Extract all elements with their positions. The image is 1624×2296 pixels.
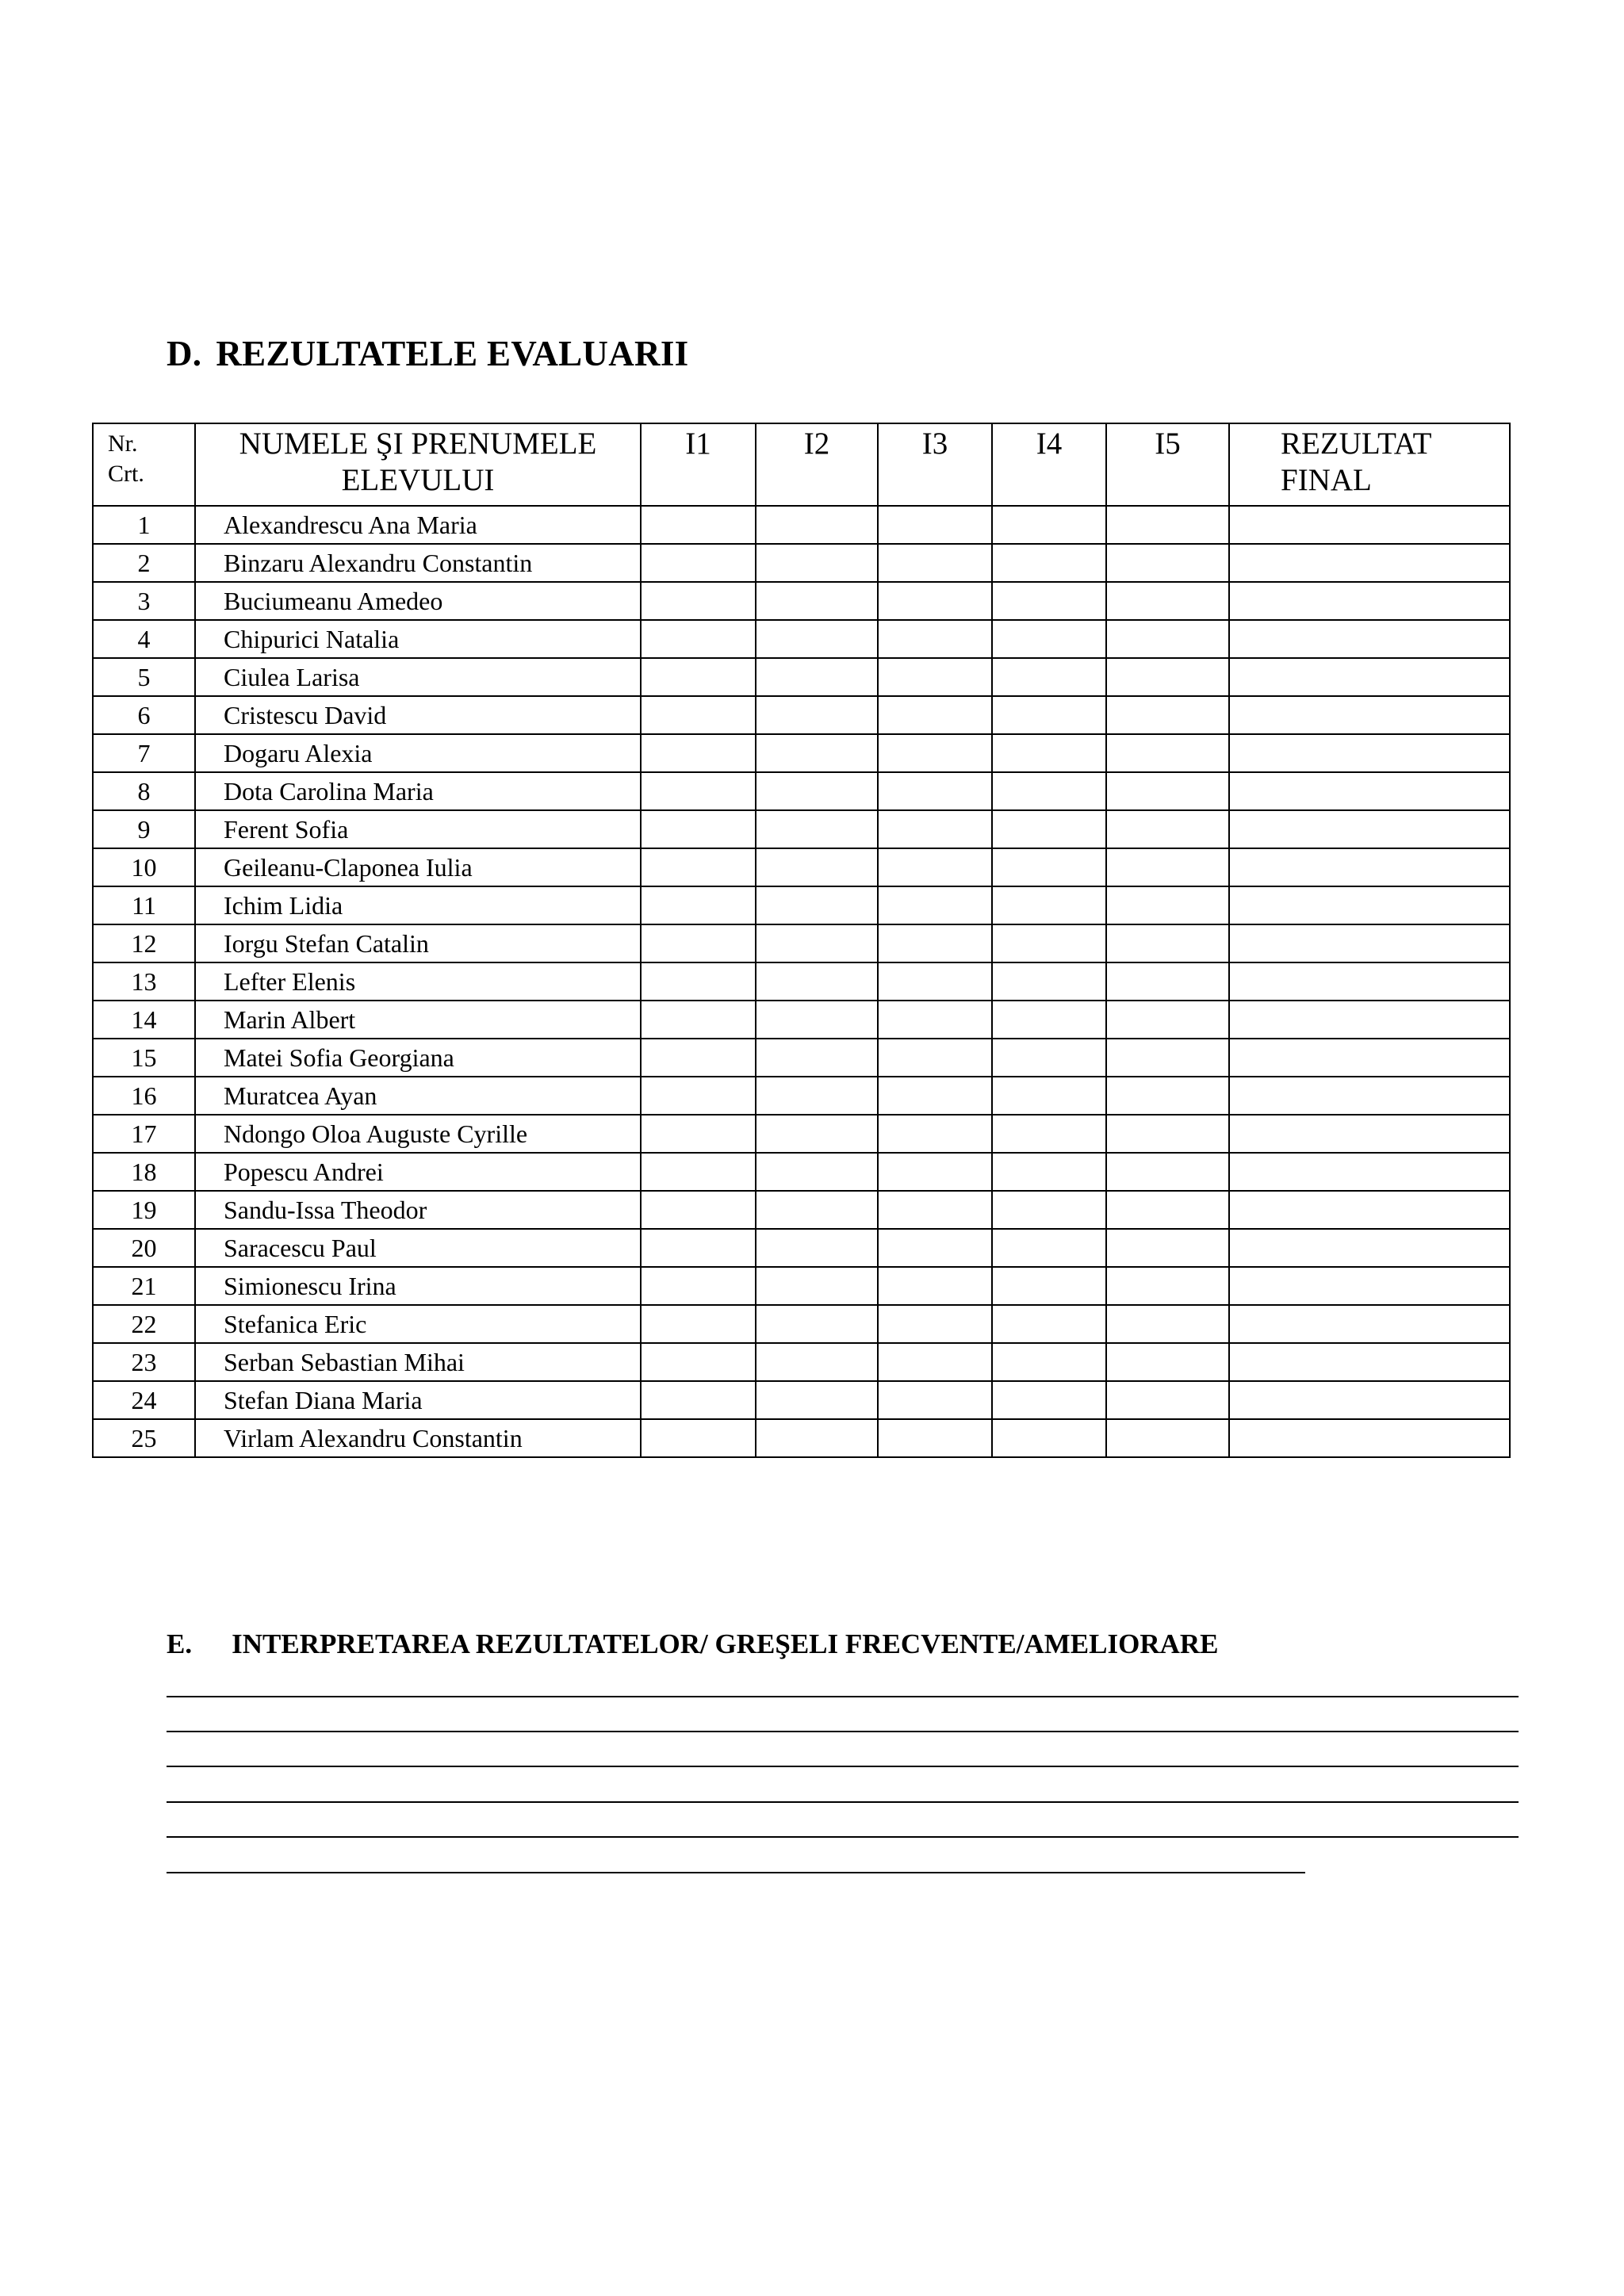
grade-cell-i5[interactable] xyxy=(1106,696,1229,734)
grade-cell-i1[interactable] xyxy=(641,1001,756,1039)
grade-cell-i1[interactable] xyxy=(641,848,756,886)
student-name: Virlam Alexandru Constantin xyxy=(195,1419,641,1457)
answer-line xyxy=(167,1766,1519,1767)
grade-cell-i1[interactable] xyxy=(641,696,756,734)
grade-cell-final[interactable] xyxy=(1229,696,1510,734)
row-number: 1 xyxy=(93,506,195,544)
grade-cell-i3[interactable] xyxy=(878,848,992,886)
row-number: 14 xyxy=(93,1001,195,1039)
grade-cell-final[interactable] xyxy=(1229,962,1510,1001)
section-d-title-text: REZULTATELE EVALUARII xyxy=(216,334,689,373)
row-number: 17 xyxy=(93,1115,195,1153)
student-name: Simionescu Irina xyxy=(195,1267,641,1305)
grade-cell-i1[interactable] xyxy=(641,772,756,810)
grade-cell-i5[interactable] xyxy=(1106,1343,1229,1381)
grade-cell-i2[interactable] xyxy=(756,886,878,924)
grade-cell-i5[interactable] xyxy=(1106,582,1229,620)
grade-cell-i5[interactable] xyxy=(1106,848,1229,886)
grade-cell-final[interactable] xyxy=(1229,620,1510,658)
grade-cell-i2[interactable] xyxy=(756,810,878,848)
grade-cell-final[interactable] xyxy=(1229,1191,1510,1229)
row-number: 5 xyxy=(93,658,195,696)
grade-cell-i1[interactable] xyxy=(641,506,756,544)
grade-cell-i2[interactable] xyxy=(756,1191,878,1229)
grade-cell-i3[interactable] xyxy=(878,886,992,924)
grade-cell-i2[interactable] xyxy=(756,1381,878,1419)
grade-cell-i3[interactable] xyxy=(878,506,992,544)
answer-line xyxy=(167,1731,1519,1732)
row-number: 21 xyxy=(93,1267,195,1305)
grade-cell-final[interactable] xyxy=(1229,1039,1510,1077)
grade-cell-i4[interactable] xyxy=(992,506,1106,544)
table-row xyxy=(93,1305,1510,1343)
section-e-title-text: INTERPRETAREA REZULTATELOR/ GREŞELI FRECVENTE/AMELIORARE xyxy=(232,1628,1219,1659)
grade-cell-final[interactable] xyxy=(1229,772,1510,810)
student-name: Alexandrescu Ana Maria xyxy=(195,506,641,544)
grade-cell-i3[interactable] xyxy=(878,1305,992,1343)
row-number: 9 xyxy=(93,810,195,848)
grade-cell-final[interactable] xyxy=(1229,810,1510,848)
table-body xyxy=(93,506,1510,1457)
student-name: Marin Albert xyxy=(195,1001,641,1039)
grade-cell-i1[interactable] xyxy=(641,810,756,848)
grade-cell-final[interactable] xyxy=(1229,1077,1510,1115)
table-row xyxy=(93,506,1510,544)
student-name: Stefanica Eric xyxy=(195,1305,641,1343)
grade-cell-i1[interactable] xyxy=(641,924,756,962)
answer-line xyxy=(167,1696,1519,1697)
table-row xyxy=(93,1039,1510,1077)
grade-cell-i5[interactable] xyxy=(1106,734,1229,772)
grade-cell-i4[interactable] xyxy=(992,1001,1106,1039)
student-name: Dota Carolina Maria xyxy=(195,772,641,810)
grade-cell-i4[interactable] xyxy=(992,848,1106,886)
row-number: 18 xyxy=(93,1153,195,1191)
grade-cell-i5[interactable] xyxy=(1106,506,1229,544)
grade-cell-i5[interactable] xyxy=(1106,1191,1229,1229)
grade-cell-i5[interactable] xyxy=(1106,1115,1229,1153)
grade-cell-i4[interactable] xyxy=(992,734,1106,772)
header-student-name: NUMELE ŞI PRENUMELE ELEVULUI xyxy=(195,423,641,506)
grade-cell-i4[interactable] xyxy=(992,544,1106,582)
grade-cell-i1[interactable] xyxy=(641,1419,756,1457)
grade-cell-i3[interactable] xyxy=(878,1343,992,1381)
grade-cell-i5[interactable] xyxy=(1106,544,1229,582)
table-row xyxy=(93,924,1510,962)
grade-cell-i3[interactable] xyxy=(878,1115,992,1153)
section-d-heading xyxy=(167,333,688,374)
grade-cell-i1[interactable] xyxy=(641,582,756,620)
row-number: 11 xyxy=(93,886,195,924)
grade-cell-final[interactable] xyxy=(1229,734,1510,772)
grade-cell-i2[interactable] xyxy=(756,1039,878,1077)
row-number: 13 xyxy=(93,962,195,1001)
student-name: Ciulea Larisa xyxy=(195,658,641,696)
grade-cell-i5[interactable] xyxy=(1106,810,1229,848)
student-name: Lefter Elenis xyxy=(195,962,641,1001)
grade-cell-i3[interactable] xyxy=(878,734,992,772)
table-row xyxy=(93,544,1510,582)
grade-cell-i4[interactable] xyxy=(992,1077,1106,1115)
grade-cell-i2[interactable] xyxy=(756,1419,878,1457)
header-i4: I4 xyxy=(992,423,1106,506)
grade-cell-i4[interactable] xyxy=(992,620,1106,658)
grade-cell-i3[interactable] xyxy=(878,582,992,620)
grade-cell-i5[interactable] xyxy=(1106,658,1229,696)
answer-line xyxy=(167,1836,1519,1838)
grade-cell-i3[interactable] xyxy=(878,1229,992,1267)
grade-cell-i4[interactable] xyxy=(992,924,1106,962)
grade-cell-i4[interactable] xyxy=(992,1305,1106,1343)
header-nr-crt: Nr. Crt. xyxy=(93,423,195,506)
header-final-result: REZULTAT FINAL xyxy=(1229,423,1510,506)
grade-cell-i5[interactable] xyxy=(1106,1153,1229,1191)
grade-cell-final[interactable] xyxy=(1229,848,1510,886)
grade-cell-i2[interactable] xyxy=(756,772,878,810)
grade-cell-i3[interactable] xyxy=(878,620,992,658)
table-row xyxy=(93,1267,1510,1305)
grade-cell-i3[interactable] xyxy=(878,658,992,696)
row-number: 8 xyxy=(93,772,195,810)
grade-cell-i5[interactable] xyxy=(1106,1419,1229,1457)
student-name: Matei Sofia Georgiana xyxy=(195,1039,641,1077)
grade-cell-i4[interactable] xyxy=(992,962,1106,1001)
answer-line xyxy=(167,1801,1519,1803)
grade-cell-i2[interactable] xyxy=(756,1343,878,1381)
grade-cell-i5[interactable] xyxy=(1106,1077,1229,1115)
grade-cell-i4[interactable] xyxy=(992,1229,1106,1267)
table-row xyxy=(93,1229,1510,1267)
student-name: Buciumeanu Amedeo xyxy=(195,582,641,620)
row-number: 3 xyxy=(93,582,195,620)
grade-cell-final[interactable] xyxy=(1229,544,1510,582)
table-row xyxy=(93,962,1510,1001)
grade-cell-i3[interactable] xyxy=(878,1419,992,1457)
table-row xyxy=(93,848,1510,886)
grade-cell-final[interactable] xyxy=(1229,1229,1510,1267)
grade-cell-i4[interactable] xyxy=(992,696,1106,734)
grade-cell-i5[interactable] xyxy=(1106,924,1229,962)
grade-cell-final[interactable] xyxy=(1229,1267,1510,1305)
student-name: Iorgu Stefan Catalin xyxy=(195,924,641,962)
grade-cell-i3[interactable] xyxy=(878,962,992,1001)
grade-cell-final[interactable] xyxy=(1229,1419,1510,1457)
grade-cell-i5[interactable] xyxy=(1106,886,1229,924)
table-row xyxy=(93,1115,1510,1153)
table-row xyxy=(93,810,1510,848)
table-row xyxy=(93,696,1510,734)
grade-cell-final[interactable] xyxy=(1229,582,1510,620)
student-name: Popescu Andrei xyxy=(195,1153,641,1191)
student-name: Cristescu David xyxy=(195,696,641,734)
grade-cell-i4[interactable] xyxy=(992,1115,1106,1153)
grade-cell-i2[interactable] xyxy=(756,658,878,696)
grade-cell-i4[interactable] xyxy=(992,1191,1106,1229)
grade-cell-i2[interactable] xyxy=(756,544,878,582)
student-name: Ndongo Oloa Auguste Cyrille xyxy=(195,1115,641,1153)
grade-cell-i1[interactable] xyxy=(641,962,756,1001)
grade-cell-i3[interactable] xyxy=(878,924,992,962)
grade-cell-final[interactable] xyxy=(1229,506,1510,544)
row-number: 24 xyxy=(93,1381,195,1419)
grade-cell-final[interactable] xyxy=(1229,1305,1510,1343)
answer-line xyxy=(167,1872,1305,1873)
grade-cell-i5[interactable] xyxy=(1106,1229,1229,1267)
table-row xyxy=(93,582,1510,620)
grade-cell-i1[interactable] xyxy=(641,1381,756,1419)
header-i3: I3 xyxy=(878,423,992,506)
table-row xyxy=(93,1153,1510,1191)
grade-cell-i3[interactable] xyxy=(878,544,992,582)
student-name: Stefan Diana Maria xyxy=(195,1381,641,1419)
grade-cell-final[interactable] xyxy=(1229,658,1510,696)
grade-cell-i2[interactable] xyxy=(756,506,878,544)
table-row xyxy=(93,620,1510,658)
grade-cell-i4[interactable] xyxy=(992,1153,1106,1191)
header-i1: I1 xyxy=(641,423,756,506)
grade-cell-i3[interactable] xyxy=(878,1039,992,1077)
header-i5: I5 xyxy=(1106,423,1229,506)
row-number: 12 xyxy=(93,924,195,962)
table-row xyxy=(93,886,1510,924)
grade-cell-i5[interactable] xyxy=(1106,1381,1229,1419)
grade-cell-i1[interactable] xyxy=(641,620,756,658)
grade-cell-i3[interactable] xyxy=(878,1191,992,1229)
grade-cell-i1[interactable] xyxy=(641,1039,756,1077)
grade-cell-i1[interactable] xyxy=(641,1305,756,1343)
grade-cell-i5[interactable] xyxy=(1106,1001,1229,1039)
student-name: Saracescu Paul xyxy=(195,1229,641,1267)
grade-cell-i1[interactable] xyxy=(641,544,756,582)
grade-cell-i3[interactable] xyxy=(878,1001,992,1039)
section-d-number: D. xyxy=(167,334,202,373)
grade-cell-i1[interactable] xyxy=(641,1229,756,1267)
row-number: 15 xyxy=(93,1039,195,1077)
grade-cell-i3[interactable] xyxy=(878,772,992,810)
grade-cell-i4[interactable] xyxy=(992,1267,1106,1305)
table-header-row xyxy=(93,423,1510,506)
row-number: 16 xyxy=(93,1077,195,1115)
row-number: 23 xyxy=(93,1343,195,1381)
row-number: 20 xyxy=(93,1229,195,1267)
grade-cell-i4[interactable] xyxy=(992,886,1106,924)
grade-cell-i2[interactable] xyxy=(756,1267,878,1305)
grade-cell-i1[interactable] xyxy=(641,1191,756,1229)
student-name: Dogaru Alexia xyxy=(195,734,641,772)
grade-cell-final[interactable] xyxy=(1229,924,1510,962)
grade-cell-i2[interactable] xyxy=(756,620,878,658)
grade-cell-i2[interactable] xyxy=(756,582,878,620)
grade-cell-final[interactable] xyxy=(1229,1381,1510,1419)
header-i2: I2 xyxy=(756,423,878,506)
grade-cell-i2[interactable] xyxy=(756,924,878,962)
row-number: 6 xyxy=(93,696,195,734)
grade-cell-i2[interactable] xyxy=(756,696,878,734)
grade-cell-i2[interactable] xyxy=(756,1305,878,1343)
grade-cell-i5[interactable] xyxy=(1106,1039,1229,1077)
grade-cell-i3[interactable] xyxy=(878,1267,992,1305)
grade-cell-i4[interactable] xyxy=(992,1039,1106,1077)
row-number: 4 xyxy=(93,620,195,658)
grade-cell-i2[interactable] xyxy=(756,1153,878,1191)
grade-cell-i1[interactable] xyxy=(641,658,756,696)
grade-cell-i1[interactable] xyxy=(641,886,756,924)
grade-cell-i2[interactable] xyxy=(756,734,878,772)
table-row xyxy=(93,1343,1510,1381)
grade-cell-i5[interactable] xyxy=(1106,1267,1229,1305)
section-e-heading xyxy=(167,1628,1219,1660)
grade-cell-i2[interactable] xyxy=(756,1001,878,1039)
student-name: Ichim Lidia xyxy=(195,886,641,924)
table-row xyxy=(93,1419,1510,1457)
grade-cell-i3[interactable] xyxy=(878,696,992,734)
row-number: 25 xyxy=(93,1419,195,1457)
grade-cell-final[interactable] xyxy=(1229,1343,1510,1381)
grade-cell-i2[interactable] xyxy=(756,962,878,1001)
grade-cell-final[interactable] xyxy=(1229,886,1510,924)
grade-cell-final[interactable] xyxy=(1229,1115,1510,1153)
student-name: Binzaru Alexandru Constantin xyxy=(195,544,641,582)
row-number: 2 xyxy=(93,544,195,582)
student-name: Ferent Sofia xyxy=(195,810,641,848)
row-number: 10 xyxy=(93,848,195,886)
grade-cell-i5[interactable] xyxy=(1106,772,1229,810)
grade-cell-i4[interactable] xyxy=(992,582,1106,620)
grade-cell-i3[interactable] xyxy=(878,1077,992,1115)
grade-cell-i4[interactable] xyxy=(992,1381,1106,1419)
grade-cell-i2[interactable] xyxy=(756,848,878,886)
student-name: Serban Sebastian Mihai xyxy=(195,1343,641,1381)
table-row xyxy=(93,1191,1510,1229)
grade-cell-i4[interactable] xyxy=(992,810,1106,848)
student-name: Chipurici Natalia xyxy=(195,620,641,658)
grade-cell-i2[interactable] xyxy=(756,1115,878,1153)
grade-cell-i4[interactable] xyxy=(992,772,1106,810)
grade-cell-i4[interactable] xyxy=(992,1419,1106,1457)
grade-cell-i5[interactable] xyxy=(1106,962,1229,1001)
grade-cell-i1[interactable] xyxy=(641,1115,756,1153)
grade-cell-i5[interactable] xyxy=(1106,1305,1229,1343)
grade-cell-i1[interactable] xyxy=(641,1077,756,1115)
student-name: Muratcea Ayan xyxy=(195,1077,641,1115)
grade-cell-final[interactable] xyxy=(1229,1153,1510,1191)
grade-cell-i2[interactable] xyxy=(756,1229,878,1267)
grade-cell-i1[interactable] xyxy=(641,1153,756,1191)
grade-cell-i3[interactable] xyxy=(878,810,992,848)
table-row xyxy=(93,658,1510,696)
table-row xyxy=(93,1077,1510,1115)
grade-cell-i5[interactable] xyxy=(1106,620,1229,658)
grade-cell-i1[interactable] xyxy=(641,1267,756,1305)
row-number: 19 xyxy=(93,1191,195,1229)
student-name: Sandu-Issa Theodor xyxy=(195,1191,641,1229)
grade-cell-final[interactable] xyxy=(1229,1001,1510,1039)
grade-cell-i3[interactable] xyxy=(878,1153,992,1191)
table-row xyxy=(93,734,1510,772)
grade-cell-i4[interactable] xyxy=(992,1343,1106,1381)
grade-cell-i1[interactable] xyxy=(641,1343,756,1381)
section-e-number: E. xyxy=(167,1628,193,1659)
table-row xyxy=(93,772,1510,810)
grade-cell-i3[interactable] xyxy=(878,1381,992,1419)
table-row xyxy=(93,1001,1510,1039)
table-row xyxy=(93,1381,1510,1419)
grade-cell-i4[interactable] xyxy=(992,658,1106,696)
grade-cell-i1[interactable] xyxy=(641,734,756,772)
row-number: 7 xyxy=(93,734,195,772)
row-number: 22 xyxy=(93,1305,195,1343)
grade-cell-i2[interactable] xyxy=(756,1077,878,1115)
student-name: Geileanu-Claponea Iulia xyxy=(195,848,641,886)
evaluation-results-table xyxy=(92,423,1511,1458)
